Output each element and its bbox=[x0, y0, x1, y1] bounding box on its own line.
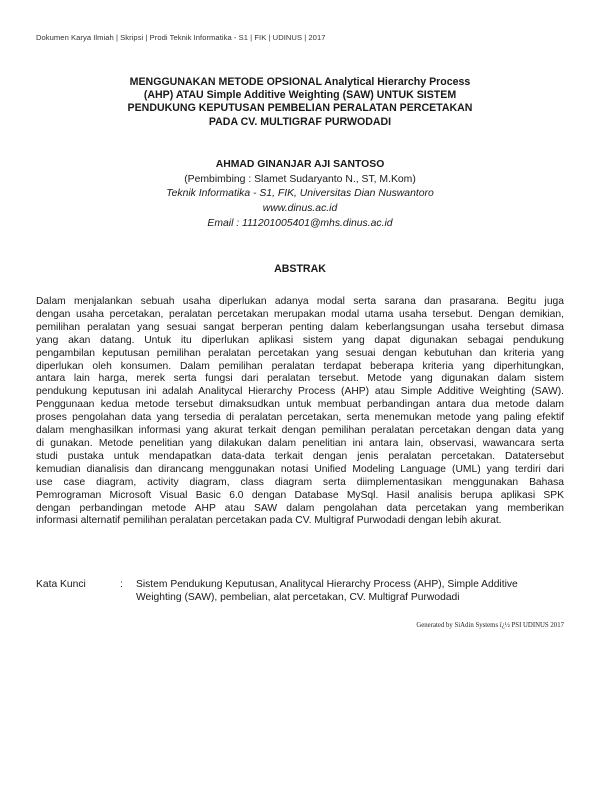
abstract-heading: ABSTRAK bbox=[274, 263, 326, 275]
abstract-line: pengambilan keputusan pemilihan peralatan percetakan yang sesuai dengan kebutuhan dan kriteria yang bbox=[36, 347, 564, 359]
keywords-line: Sistem Pendukung Keputusan, Analitycal Hierarchy Process (AHP), Simple Additive bbox=[136, 579, 518, 590]
abstract-line: studi pustaka untuk mendapatkan data-data terkait dengan jenis peralatan percetakan. Datatersebut bbox=[36, 450, 564, 462]
title-line: MENGGUNAKAN METODE OPSIONAL Analytical Hierarchy Process bbox=[129, 76, 471, 88]
abstract-line: dengan usaha percetakan, peralatan percetakan merupakan modal utama usaha tersebut. Dengan demikian, bbox=[36, 308, 564, 320]
abstract-line: use case diagram, activity diagram, class diagram serta diimplementasikan menggunakan Bahasa bbox=[36, 476, 564, 488]
abstract-line: Penggunaan kedua metode tersebut dimaksudkan untuk membuat perbandingan antara dua metode dalam bbox=[36, 399, 564, 411]
author-name: AHMAD GINANJAR AJI SANTOSO bbox=[215, 159, 385, 170]
affiliation: Teknik Informatika - S1, FIK, Universitas Dian Nuswantoro bbox=[166, 188, 434, 200]
title-line: PENDUKUNG KEPUTUSAN PEMBELIAN PERALATAN PERCETAKAN bbox=[127, 102, 473, 115]
abstract-line: informasi alternatif pemilihan peralatan percetakan pada CV. Multigraf Purwodadi dengan lebih akurat. bbox=[36, 515, 502, 527]
email: Email : 111201005401@mhs.dinus.ac.id bbox=[207, 217, 393, 229]
abstract-body bbox=[36, 296, 564, 528]
abstract-line: Dalam menjalankan sebuah usaha diperlukan adanya modal serta sarana dan prasarana. Begitu juga bbox=[36, 296, 564, 307]
keywords-colon: : bbox=[120, 579, 123, 590]
abstract-line: yang akan datang. Untuk itu diperlukan aplikasi sistem yang dapat digunakan sebagai pendukung bbox=[36, 334, 564, 346]
abstract-line: kemudian dianalisis dan dirancang menggunakan notasi Unified Modeling Language (UML) yang terdiri dari bbox=[36, 463, 564, 475]
abstract-line: di gunakan. Metode penelitian yang dilakukan dalam penelitian ini antara lain, observasi, wawancara serta bbox=[36, 437, 564, 449]
abstract-line: dalam menghasilkan informasi yang akurat terkait dengan pemilihan peralatan percetakan dengan data yang bbox=[36, 425, 564, 437]
author-block bbox=[60, 158, 540, 232]
abstract-line: pendukung keputusan ini adalah Analitycal Hierarchy Process (AHP) atau Simple Additive Weighting (SAW). bbox=[36, 386, 564, 398]
abstract-line: diperlukan oleh konsumen. Dalam pemilihan peralatan terdapat beberapa kriteria yang diperhitungkan, bbox=[36, 360, 564, 372]
abstract-line: proses pengolahan data yang tersedia di peralatan percetakan, serta menemukan metode yang paling efektif bbox=[36, 412, 564, 424]
website: www.dinus.ac.id bbox=[262, 203, 338, 215]
abstract-line: Pemrograman Microsoft Visual Basic 6.0 dengan Database MySql. Hasil analisis berupa aplikasi SPK bbox=[36, 489, 564, 501]
generated-footer: Generated by SiAdin Systems ï¿½ PSI UDINUS 2017 bbox=[416, 622, 564, 629]
abstract-line: antara lain harga, merek serta fungsi dari peralatan tersebut. Metode yang digunakan dalam sistem bbox=[36, 373, 564, 385]
title-line: PADA CV. MULTIGRAF PURWODADI bbox=[208, 115, 392, 128]
document-header: Dokumen Karya Ilmiah | Skripsi | Prodi Teknik Informatika - S1 | FIK | UDINUS | 2017 bbox=[36, 33, 326, 42]
title-line: (AHP) ATAU Simple Additive Weighting (SAW) UNTUK SISTEM bbox=[143, 89, 457, 102]
keywords-line: Weighting (SAW), pembelian, alat percetakan, CV. Multigraf Purwodadi bbox=[136, 592, 460, 603]
keywords-text bbox=[136, 578, 564, 604]
paper-title bbox=[60, 76, 540, 129]
abstract-line: dengan perbandingan metode AHP atau SAW dalam pengolahan data percetakan yang memberikan bbox=[36, 502, 564, 514]
advisor: (Pembimbing : Slamet Sudaryanto N., ST, M.Kom) bbox=[184, 173, 416, 185]
keywords-label: Kata Kunci bbox=[36, 579, 86, 590]
abstract-line: pemilihan peralatan yang sesuai sangat berperan penting dalam keberlangsungan usaha tersebut dimasa bbox=[36, 321, 564, 333]
